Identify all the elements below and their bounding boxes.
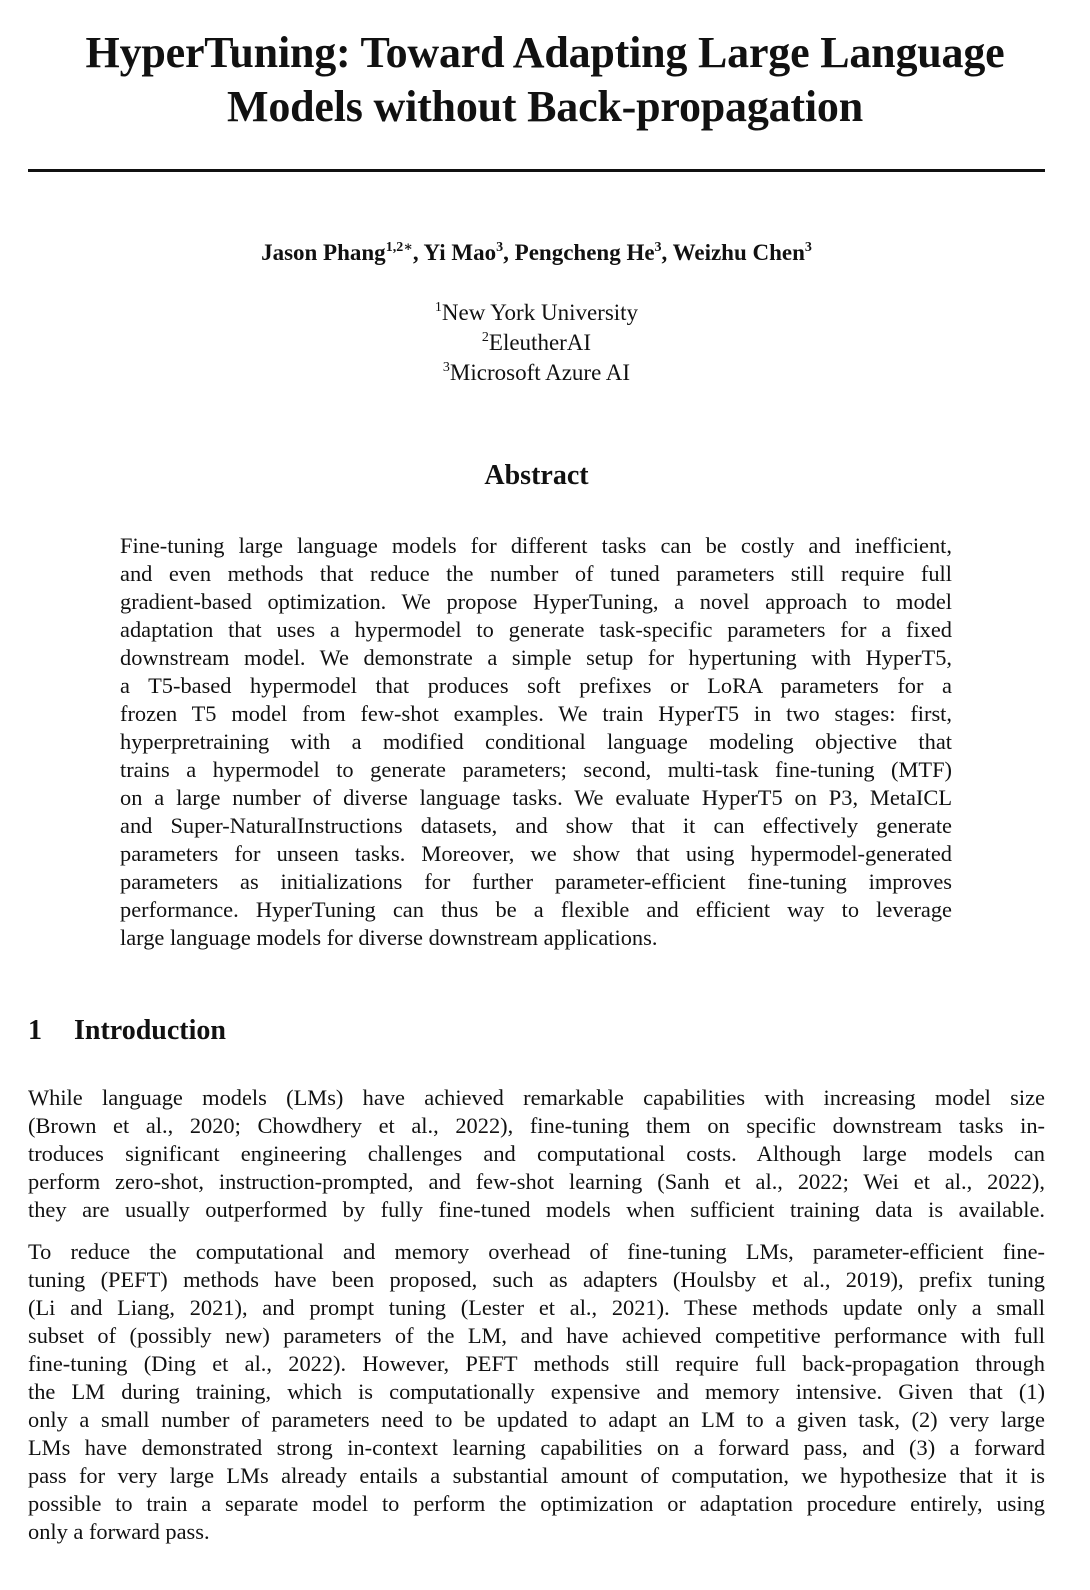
abstract-line: and even methods that reduce the number of tuned parameters still require full xyxy=(120,561,952,586)
intro-paragraph-2 xyxy=(28,1238,1045,1546)
paper-title xyxy=(40,26,1050,134)
title-rule xyxy=(28,169,1045,172)
paragraph-line: only a small number of parameters need to be updated to adapt an LM to a given task, (2) very large xyxy=(28,1407,1045,1432)
title-line-2: Models without Back-propagation xyxy=(227,82,863,131)
title-line-1: HyperTuning: Toward Adapting Large Language xyxy=(85,28,1005,77)
paragraph-line: troduces significant engineering challenges and computational costs. Although large models can xyxy=(28,1141,1045,1166)
affiliation: $^3$Microsoft Azure AI xyxy=(442,360,631,385)
paragraph-line: (Brown et al., 2020; Chowdhery et al., 2022), fine-tuning them on specific downstream tasks in- xyxy=(28,1113,1045,1138)
abstract-body xyxy=(120,532,952,952)
affiliation: $^2$EleutherAI xyxy=(481,330,592,355)
paragraph-line: possible to train a separate model to perform the optimization or adaptation procedure entirely, using xyxy=(28,1491,1045,1516)
abstract-line: frozen T5 model from few-shot examples. We train HyperT5 in two stages: first, xyxy=(120,701,952,726)
abstract-line: hyperpretraining with a modified conditional language modeling objective that xyxy=(120,729,952,754)
paragraph-line: pass for very large LMs already entails a substantial amount of computation, we hypothesize that it is xyxy=(28,1463,1045,1488)
affiliation: $^1$New York University xyxy=(434,300,639,325)
abstract-line: Fine-tuning large language models for different tasks can be costly and inefficient, xyxy=(120,533,952,558)
author: Weizhu Chen$^3$ xyxy=(672,240,812,265)
paragraph-line: subset of (possibly new) parameters of the LM, and have achieved competitive performance with full xyxy=(28,1323,1045,1348)
abstract-line: gradient-based optimization. We propose HyperTuning, a novel approach to model xyxy=(120,589,952,614)
paragraph-line: LMs have demonstrated strong in-context learning capabilities on a forward pass, and (3) a forward xyxy=(28,1435,1045,1460)
abstract-line: trains a hypermodel to generate parameters; second, multi-task fine-tuning (MTF) xyxy=(120,757,952,782)
author: Yi Mao$^3$, xyxy=(423,240,515,265)
abstract-line: downstream model. We demonstrate a simple setup for hypertuning with HyperT5, xyxy=(120,645,952,670)
author-list xyxy=(28,238,1045,268)
paragraph-line: To reduce the computational and memory overhead of fine-tuning LMs, parameter-efficient fine- xyxy=(28,1239,1045,1264)
abstract-line: and Super-NaturalInstructions datasets, and show that it can effectively generate xyxy=(120,813,952,838)
paragraph-line: perform zero-shot, instruction-prompted, and few-shot learning (Sanh et al., 2022; Wei et al., 2022), xyxy=(28,1169,1045,1194)
section-number: 1 xyxy=(28,1015,42,1046)
section-heading-introduction xyxy=(28,1013,226,1049)
paragraph-line: fine-tuning (Ding et al., 2022). However, PEFT methods still require full back-propagation through xyxy=(28,1351,1045,1376)
author: Pengcheng He$^3$, xyxy=(514,240,673,265)
affiliation-list xyxy=(28,298,1045,388)
paragraph-line: the LM during training, which is computationally expensive and memory intensive. Given that (1) xyxy=(28,1379,1045,1404)
abstract-line: adaptation that uses a hypermodel to generate task-specific parameters for a fixed xyxy=(120,617,952,642)
author: Jason Phang$^{1,2∗}$, xyxy=(261,240,424,265)
abstract-line: a T5-based hypermodel that produces soft prefixes or LoRA parameters for a xyxy=(120,673,952,698)
abstract-heading: Abstract xyxy=(484,460,589,491)
abstract-line: performance. HyperTuning can thus be a flexible and efficient way to leverage xyxy=(120,897,952,922)
paragraph-line: (Li and Liang, 2021), and prompt tuning (Lester et al., 2021). These methods update only a small xyxy=(28,1295,1045,1320)
paragraph-line: While language models (LMs) have achieved remarkable capabilities with increasing model size xyxy=(28,1085,1045,1110)
paragraph-line: only a forward pass. xyxy=(28,1519,210,1544)
intro-paragraph-1 xyxy=(28,1084,1045,1224)
abstract-line: large language models for diverse downstream applications. xyxy=(120,925,658,950)
paragraph-line: tuning (PEFT) methods have been proposed, such as adapters (Houlsby et al., 2019), prefix tuning xyxy=(28,1267,1045,1292)
paragraph-line: they are usually outperformed by fully fine-tuned models when sufficient training data is available. xyxy=(28,1197,1045,1222)
abstract-line: on a large number of diverse language tasks. We evaluate HyperT5 on P3, MetaICL xyxy=(120,785,952,810)
section-title: Introduction xyxy=(74,1015,226,1046)
abstract-line: parameters as initializations for further parameter-efficient fine-tuning improves xyxy=(120,869,952,894)
abstract-line: parameters for unseen tasks. Moreover, we show that using hypermodel-generated xyxy=(120,841,952,866)
